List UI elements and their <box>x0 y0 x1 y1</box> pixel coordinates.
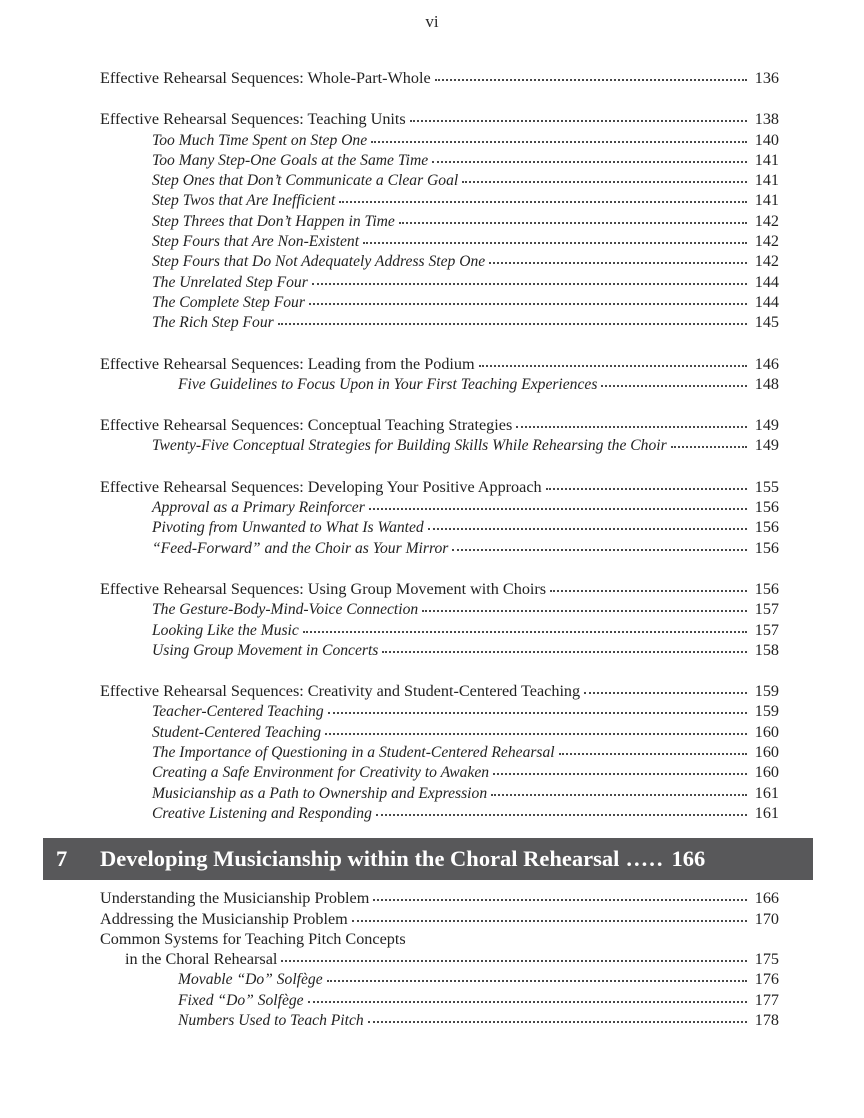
toc-entry-label: Teacher-Centered Teaching <box>152 703 324 721</box>
dot-leader <box>584 692 747 694</box>
toc-entry-label: Addressing the Musicianship Problem <box>100 909 348 928</box>
dot-leader <box>328 712 747 714</box>
toc-entry <box>100 579 779 599</box>
toc-entry <box>100 701 779 721</box>
toc-entry-label: Understanding the Musicianship Problem <box>100 889 370 908</box>
chapter-page: 166 <box>671 846 706 872</box>
dot-leader <box>369 508 747 510</box>
dot-leader <box>399 222 747 224</box>
toc-entry-label: Step Twos that Are Inefficient <box>152 192 336 210</box>
toc-entry <box>100 538 779 558</box>
toc-entry <box>100 251 779 271</box>
toc-entry-page: 138 <box>754 110 779 129</box>
toc-entry <box>100 272 779 292</box>
dot-leader <box>559 753 747 755</box>
dot-leader <box>281 960 747 962</box>
toc-entry-page: 141 <box>754 150 779 169</box>
toc-entry-page: 158 <box>754 640 779 659</box>
toc-entry-label: Effective Rehearsal Sequences: Teaching Units <box>100 110 406 129</box>
toc-entry-page: 141 <box>754 171 779 190</box>
chapter-title: Developing Musicianship within the Choral Rehearsal <box>100 846 620 872</box>
toc-entry <box>100 292 779 312</box>
dot-leader <box>376 814 747 816</box>
page-number: vi <box>425 12 439 31</box>
toc-entry-page: 175 <box>754 950 779 969</box>
toc-entry <box>100 435 779 455</box>
dot-leader <box>325 733 747 735</box>
chapter-leader-dots: ..... <box>626 846 665 872</box>
toc-entry-label: Five Guidelines to Focus Upon in Your First Teaching Experiences <box>178 375 598 393</box>
dot-leader <box>493 773 747 775</box>
dot-leader <box>312 283 747 285</box>
dot-leader <box>363 242 747 244</box>
chapter-heading <box>43 838 813 880</box>
toc-entry-page: 166 <box>754 889 779 908</box>
toc-entry <box>100 517 779 537</box>
toc-entry-label: The Unrelated Step Four <box>152 273 308 291</box>
toc-entry-page: 157 <box>754 600 779 619</box>
toc-entry-label: Creating a Safe Environment for Creativity to Awaken <box>152 764 490 782</box>
toc-entry-label: The Rich Step Four <box>152 314 274 332</box>
toc-entry-label: Step Threes that Don’t Happen in Time <box>152 212 395 230</box>
dot-leader <box>373 899 747 901</box>
toc-entry <box>100 170 779 190</box>
toc-entry <box>100 722 779 742</box>
toc-entry <box>100 68 779 88</box>
toc-entry-label: Effective Rehearsal Sequences: Leading from the Podium <box>100 354 475 373</box>
toc-entry <box>100 231 779 251</box>
toc-entry-label: Effective Rehearsal Sequences: Conceptual Teaching Strategies <box>100 416 513 435</box>
toc-entry <box>100 415 779 435</box>
toc-entry <box>100 969 779 989</box>
toc-entry-page: 161 <box>754 783 779 802</box>
toc-entry-page: 156 <box>754 518 779 537</box>
toc-entry <box>100 130 779 150</box>
toc-entry-page: 178 <box>754 1010 779 1029</box>
toc-entry <box>100 742 779 762</box>
toc-entry-page: 142 <box>754 232 779 251</box>
toc-entry-page: 156 <box>754 498 779 517</box>
toc-entry <box>100 803 779 823</box>
toc-entry <box>100 211 779 231</box>
dot-leader <box>327 980 747 982</box>
dot-leader <box>382 651 747 653</box>
toc-list <box>56 68 779 1030</box>
toc-entry-label: Effective Rehearsal Sequences: Using Group Movement with Choirs <box>100 579 547 598</box>
toc-entry-page: 177 <box>754 990 779 1009</box>
toc-entry <box>100 929 779 949</box>
dot-leader <box>368 1021 747 1023</box>
toc-entry-page: 141 <box>754 191 779 210</box>
toc-entry-label: Too Many Step-One Goals at the Same Time <box>152 151 429 169</box>
toc-entry-page: 159 <box>754 702 779 721</box>
toc-entry <box>100 640 779 660</box>
toc-entry <box>100 190 779 210</box>
toc-entry-page: 160 <box>754 763 779 782</box>
toc-entry <box>100 354 779 374</box>
toc-entry-page: 157 <box>754 620 779 639</box>
toc-entry-label: Student-Centered Teaching <box>152 723 322 741</box>
dot-leader <box>491 794 747 796</box>
toc-entry <box>100 1010 779 1030</box>
dot-leader <box>422 610 747 612</box>
toc-entry-page: 156 <box>754 579 779 598</box>
dot-leader <box>489 262 747 264</box>
toc-entry-page: 149 <box>754 416 779 435</box>
toc-entry-page: 160 <box>754 722 779 741</box>
toc-entry-page: 160 <box>754 743 779 762</box>
dot-leader <box>371 141 747 143</box>
dot-leader <box>546 488 747 490</box>
toc-entry-label: The Importance of Questioning in a Student-Centered Rehearsal <box>152 744 555 762</box>
toc-entry-label: Approval as a Primary Reinforcer <box>152 499 365 517</box>
chapter-number: 7 <box>56 846 68 872</box>
toc-entry-page: 136 <box>754 69 779 87</box>
toc-entry-label: Using Group Movement in Concerts <box>152 641 379 659</box>
toc-entry-label: Step Fours that Do Not Adequately Address Step One <box>152 253 486 271</box>
toc-entry <box>100 477 779 497</box>
toc-entry-label: Too Much Time Spent on Step One <box>152 131 368 149</box>
toc-entry-label: Numbers Used to Teach Pitch <box>178 1011 364 1029</box>
toc-entry-label: Common Systems for Teaching Pitch Concepts <box>100 929 406 948</box>
dot-leader <box>462 181 747 183</box>
dot-leader <box>303 631 747 633</box>
toc-entry-page: 144 <box>754 292 779 311</box>
toc-entry <box>100 949 779 969</box>
toc-entry-page: 145 <box>754 313 779 332</box>
toc-entry-label: Effective Rehearsal Sequences: Whole-Part-Whole <box>100 69 431 87</box>
toc-entry-label: Step Fours that Are Non-Existent <box>152 233 360 251</box>
toc-entry <box>100 109 779 129</box>
toc-entry-page: 142 <box>754 211 779 230</box>
toc-entry-page: 142 <box>754 252 779 271</box>
toc-entry <box>100 990 779 1010</box>
toc-entry <box>100 681 779 701</box>
toc-entry <box>100 888 779 908</box>
dot-leader <box>352 920 747 922</box>
dot-leader <box>410 120 747 122</box>
toc-entry <box>100 762 779 782</box>
dot-leader <box>516 426 747 428</box>
dot-leader <box>601 385 747 387</box>
toc-entry-label: The Gesture-Body-Mind-Voice Connection <box>152 601 419 619</box>
toc-entry-label: The Complete Step Four <box>152 293 305 311</box>
toc-entry-page: 159 <box>754 682 779 701</box>
toc-entry-page: 148 <box>754 374 779 393</box>
dot-leader <box>479 365 747 367</box>
toc-entry-page: 155 <box>754 477 779 496</box>
toc-entry-label: Looking Like the Music <box>152 621 299 639</box>
toc-entry-label: Fixed “Do” Solfège <box>178 991 304 1009</box>
toc-entry-label: Musicianship as a Path to Ownership and Expression <box>152 784 488 802</box>
toc-entry-page: 144 <box>754 272 779 291</box>
toc-entry-label: in the Choral Rehearsal <box>125 950 278 969</box>
dot-leader <box>428 528 747 530</box>
dot-leader <box>309 303 747 305</box>
toc-entry-page: 170 <box>754 909 779 928</box>
toc-entry <box>100 909 779 929</box>
toc-entry-page: 140 <box>754 130 779 149</box>
toc-entry-label: Step Ones that Don’t Communicate a Clear Goal <box>152 172 459 190</box>
dot-leader <box>339 201 747 203</box>
dot-leader <box>432 161 747 163</box>
toc-entry-page: 146 <box>754 354 779 373</box>
toc-entry-label: Effective Rehearsal Sequences: Developing Your Positive Approach <box>100 477 542 496</box>
toc-entry-label: Pivoting from Unwanted to What Is Wanted <box>152 519 424 537</box>
toc-entry-label: “Feed-Forward” and the Choir as Your Mirror <box>152 539 449 557</box>
dot-leader <box>550 590 747 592</box>
dot-leader <box>435 79 747 81</box>
toc-entry <box>100 374 779 394</box>
toc-entry <box>100 312 779 332</box>
toc-entry-label: Creative Listening and Responding <box>152 804 372 822</box>
toc-entry-label: Movable “Do” Solfège <box>178 971 323 989</box>
dot-leader <box>671 446 747 448</box>
toc-entry-page: 156 <box>754 538 779 557</box>
dot-leader <box>278 323 747 325</box>
dot-leader <box>308 1001 747 1003</box>
toc-entry-label: Twenty-Five Conceptual Strategies for Building Skills While Rehearsing the Choir <box>152 437 667 455</box>
toc-entry <box>100 599 779 619</box>
toc-entry-page: 161 <box>754 803 779 822</box>
toc-entry <box>100 150 779 170</box>
toc-entry-page: 176 <box>754 970 779 989</box>
toc-entry-label: Effective Rehearsal Sequences: Creativity and Student-Centered Teaching <box>100 682 581 701</box>
toc-entry <box>100 783 779 803</box>
toc-entry <box>100 497 779 517</box>
toc-entry-page: 149 <box>754 436 779 455</box>
toc-entry <box>100 620 779 640</box>
dot-leader <box>452 549 747 551</box>
